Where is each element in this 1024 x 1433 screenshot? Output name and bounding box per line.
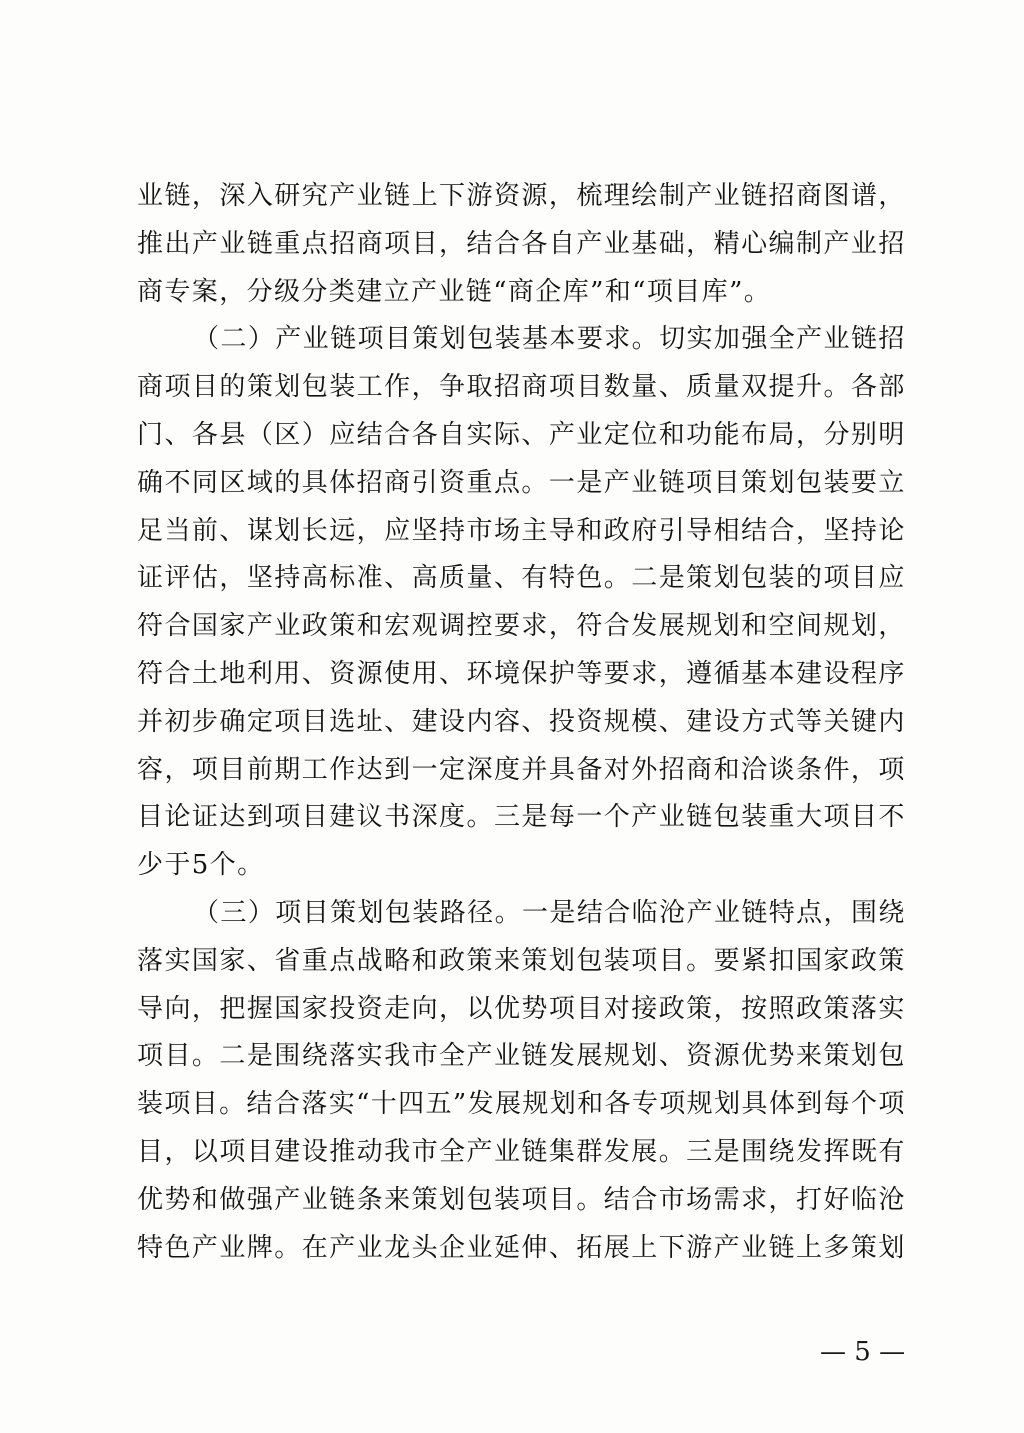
text-line: 商专案，分级分类建立产业链“商企库”和“项目库”。 (137, 276, 772, 307)
text-line: 足当前、谋划长远，应坚持市场主导和政府引导相结合，坚持论 (137, 515, 905, 546)
text-line: 推出产业链重点招商项目，结合各自产业基础，精心编制产业招 (137, 228, 905, 259)
page-number: — 5 — (820, 1337, 906, 1367)
text-line: 符合土地利用、资源使用、环境保护等要求，遵循基本建设程序 (137, 658, 905, 689)
text-line: 并初步确定项目选址、建设内容、投资规模、建设方式等关键内 (137, 706, 905, 737)
text-line: （二）产业链项目策划包装基本要求。切实加强全产业链招 (193, 324, 905, 355)
text-line: 证评估，坚持高标准、高质量、有特色。二是策划包装的项目应 (137, 563, 905, 594)
text-line: 确不同区域的具体招商引资重点。一是产业链项目策划包装要立 (137, 467, 905, 498)
text-line: 商项目的策划包装工作，争取招商项目数量、质量双提升。各部 (137, 372, 905, 403)
text-line: 项目。二是围绕落实我市全产业链发展规划、资源优势来策划包 (137, 1041, 905, 1072)
text-line: （三）项目策划包装路径。一是结合临沧产业链特点，围绕 (193, 897, 905, 928)
text-line: 门、各县（区）应结合各自实际、产业定位和功能布局，分别明 (137, 419, 905, 450)
text-line: 目，以项目建设推动我市全产业链集群发展。三是围绕发挥既有 (137, 1136, 905, 1167)
text-line: 落实国家、省重点战略和政策来策划包装项目。要紧扣国家政策 (137, 945, 905, 976)
document-body (137, 173, 905, 1272)
text-line: 容，项目前期工作达到一定深度并具备对外招商和洽谈条件，项 (137, 754, 905, 785)
text-line: 装项目。结合落实“十四五”发展规划和各专项规划具体到每个项 (137, 1089, 905, 1120)
text-line: 目论证达到项目建议书深度。三是每一个产业链包装重大项目不 (137, 802, 905, 833)
text-line: 符合国家产业政策和宏观调控要求，符合发展规划和空间规划， (137, 611, 905, 642)
text-line: 优势和做强产业链条来策划包装项目。结合市场需求，打好临沧 (137, 1184, 905, 1215)
paragraph-3 (137, 890, 905, 1272)
text-line: 少于5个。 (137, 850, 265, 881)
text-line: 导向，把握国家投资走向，以优势项目对接政策，按照政策落实 (137, 993, 905, 1024)
paragraph-2 (137, 316, 905, 890)
text-line: 特色产业牌。在产业龙头企业延伸、拓展上下游产业链上多策划 (137, 1232, 905, 1263)
paragraph-1 (137, 173, 905, 316)
text-line: 业链，深入研究产业链上下游资源，梳理绘制产业链招商图谱， (137, 181, 905, 211)
